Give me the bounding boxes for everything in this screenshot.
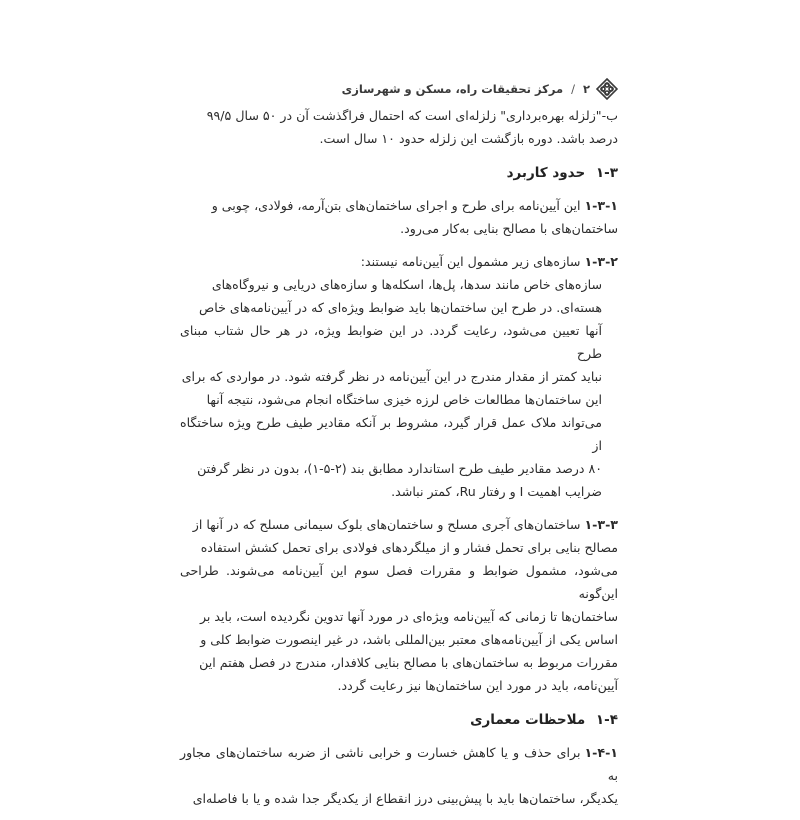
section-number: ۱-۳ xyxy=(595,165,618,181)
text-line: مقررات مربوط به ساختمان‌های با مصالح بنایی کلافدار، مندرج در فصل هفتم این xyxy=(199,655,618,670)
publisher-name: مرکز تحقیقات راه، مسکن و شهرسازی xyxy=(341,82,564,96)
clause-1-3-3 xyxy=(180,513,618,697)
text-line: اساس یکی از آیین‌نامه‌های معتبر بین‌المللی باشد، در غیر اینصورت ضوابط کلی و xyxy=(200,632,618,647)
text-line: ساختمان‌ها تا زمانی که آیین‌نامه ویژه‌ای در مورد آنها تدوین نگردیده است، باید بر xyxy=(199,609,618,624)
text-line: ساختمان‌های با مصالح بنایی به‌کار می‌رود. xyxy=(400,221,618,236)
text-span: برای حذف و یا کاهش خسارت و خرابی ناشی از ضربه ساختمان‌های مجاور به xyxy=(180,745,618,783)
section-heading-1-4 xyxy=(180,709,618,731)
text-line: سازه‌های خاص مانند سدها، پل‌ها، اسکله‌ها و سازه‌های دریایی و نیروگاه‌های xyxy=(211,277,602,292)
text-line: هسته‌ای. در طرح این ساختمان‌ها باید ضوابط ویژه‌ای که در آیین‌نامه‌های خاص xyxy=(199,300,602,315)
section-heading-1-3 xyxy=(180,162,618,184)
text-span: این آیین‌نامه برای طرح و اجرای ساختمان‌های بتن‌آرمه، فولادی، چوبی و xyxy=(211,198,581,213)
clause-number: ۱-۳-۳ xyxy=(584,517,618,532)
text-line: می‌تواند ملاک عمل قرار گیرد، مشروط بر آنکه مقادیر طیف طرح ویژه ساختگاه از xyxy=(180,415,602,453)
page-number: ۲ xyxy=(582,82,590,96)
text-line xyxy=(180,741,618,787)
header-separator: / xyxy=(571,82,575,96)
text-line: ب-"زلزله بهره‌برداری" زلزله‌ای است که احتمال فراگذشت آن در ۵۰ سال ۹۹/۵ xyxy=(206,108,618,123)
running-header xyxy=(180,76,618,102)
text-line: آیین‌نامه، باید در مورد این ساختمان‌ها نیز رعایت گردد. xyxy=(337,678,618,693)
text-line: ۸۰ درصد مقادیر طیف طرح استاندارد مطابق بند (۲-۵-۱)، بدون در نظر گرفتن xyxy=(197,461,602,476)
text-line: نباید کمتر از مقدار مندرج در این آیین‌نامه در نظر گرفته شود. در مواردی که برای xyxy=(181,369,602,384)
text-line: یکدیگر، ساختمان‌ها باید با پیش‌بینی درز انقطاع از یکدیگر جدا شده و یا با فاصله‌ای xyxy=(192,791,618,806)
section-number: ۱-۴ xyxy=(595,712,618,728)
text-line: درصد باشد. دوره بازگشت این زلزله حدود ۱۰ سال است. xyxy=(319,131,618,146)
text-line: مصالح بنایی برای تحمل فشار و از میلگردهای فولادی برای تحمل کشش استفاده xyxy=(200,540,618,555)
exclusion-list xyxy=(180,273,618,503)
clause-number: ۱-۳-۲ xyxy=(584,254,618,269)
clause-1-3-1 xyxy=(180,194,618,240)
section-title: حدود کاربرد xyxy=(506,165,586,181)
ornamental-knot-icon xyxy=(596,78,618,100)
clause-number: ۱-۴-۱ xyxy=(584,745,618,760)
clause-1-3-2 xyxy=(180,250,618,503)
text-span: سازه‌های زیر مشمول این آیین‌نامه نیستند: xyxy=(360,254,581,269)
intro-paragraph xyxy=(180,104,618,150)
text-span: ساختمان‌های آجری مسلح و ساختمان‌های بلوک سیمانی مسلح که در آنها از xyxy=(192,517,581,532)
clause-number: ۱-۳-۱ xyxy=(584,198,618,213)
page-content xyxy=(180,76,618,820)
text-line: آنها تعیین می‌شود، رعایت گردد. در این ضوابط ویژه، در هر حال شتاب مبنای طرح xyxy=(180,323,602,361)
section-title: ملاحظات معماری xyxy=(470,712,586,728)
text-line xyxy=(180,194,618,217)
text-line: این ساختمان‌ها مطالعات خاص لرزه خیزی ساختگاه انجام می‌شود، نتیجه آنها xyxy=(206,392,602,407)
text-line: ضرایب اهمیت I و رفتار Ru، کمتر نباشد. xyxy=(391,484,602,499)
text-line xyxy=(180,250,618,273)
text-line: می‌شود، مشمول ضوابط و مقررات فصل سوم این آیین‌نامه می‌شوند. طراحی این‌گونه xyxy=(180,563,618,601)
text-line xyxy=(180,513,618,536)
